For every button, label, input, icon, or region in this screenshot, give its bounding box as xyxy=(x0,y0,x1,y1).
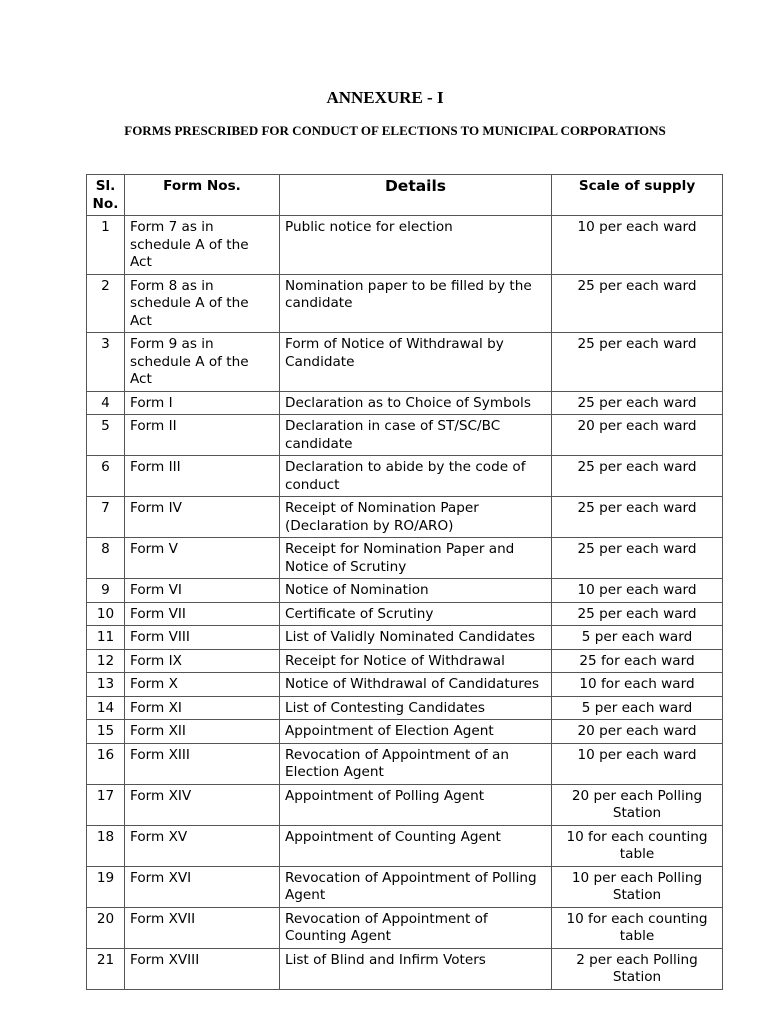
header-details: Details xyxy=(280,175,552,216)
header-scale-of-supply: Scale of supply xyxy=(552,175,723,216)
cell-details: Appointment of Election Agent xyxy=(280,720,552,744)
table-row xyxy=(87,602,723,626)
header-form-nos: Form Nos. xyxy=(125,175,280,216)
cell-scale-of-supply: 10 per each ward xyxy=(552,743,723,784)
cell-sl-no: 4 xyxy=(87,391,125,415)
table-row xyxy=(87,784,723,825)
cell-form-no: Form IV xyxy=(125,497,280,538)
cell-sl-no: 13 xyxy=(87,673,125,697)
cell-details: Public notice for election xyxy=(280,216,552,275)
cell-scale-of-supply: 20 per each Polling Station xyxy=(552,784,723,825)
cell-scale-of-supply: 10 per each ward xyxy=(552,216,723,275)
table-row xyxy=(87,274,723,333)
table-row xyxy=(87,415,723,456)
table-row xyxy=(87,866,723,907)
cell-scale-of-supply: 5 per each ward xyxy=(552,696,723,720)
cell-details: Declaration in case of ST/SC/BC candidate xyxy=(280,415,552,456)
cell-form-no: Form IX xyxy=(125,649,280,673)
cell-details: Declaration to abide by the code of conduct xyxy=(280,456,552,497)
cell-scale-of-supply: 25 for each ward xyxy=(552,649,723,673)
cell-form-no: Form VI xyxy=(125,579,280,603)
cell-form-no: Form 8 as in schedule A of the Act xyxy=(125,274,280,333)
cell-details: List of Validly Nominated Candidates xyxy=(280,626,552,650)
cell-scale-of-supply: 25 per each ward xyxy=(552,456,723,497)
table-row xyxy=(87,391,723,415)
cell-details: List of Contesting Candidates xyxy=(280,696,552,720)
table-row xyxy=(87,216,723,275)
cell-scale-of-supply: 10 for each ward xyxy=(552,673,723,697)
cell-scale-of-supply: 20 per each ward xyxy=(552,720,723,744)
cell-sl-no: 1 xyxy=(87,216,125,275)
cell-form-no: Form II xyxy=(125,415,280,456)
table-row xyxy=(87,720,723,744)
cell-scale-of-supply: 10 per each ward xyxy=(552,579,723,603)
cell-scale-of-supply: 10 for each counting table xyxy=(552,825,723,866)
cell-form-no: Form V xyxy=(125,538,280,579)
cell-scale-of-supply: 20 per each ward xyxy=(552,415,723,456)
cell-sl-no: 7 xyxy=(87,497,125,538)
table-row xyxy=(87,696,723,720)
cell-details: List of Blind and Infirm Voters xyxy=(280,948,552,989)
table-row xyxy=(87,673,723,697)
cell-details: Revocation of Appointment of an Election Agent xyxy=(280,743,552,784)
cell-form-no: Form 9 as in schedule A of the Act xyxy=(125,333,280,392)
cell-sl-no: 10 xyxy=(87,602,125,626)
header-sl-no: Sl. No. xyxy=(87,175,125,216)
cell-details: Notice of Withdrawal of Candidatures xyxy=(280,673,552,697)
cell-details: Revocation of Appointment of Polling Agent xyxy=(280,866,552,907)
table-body xyxy=(87,216,723,990)
cell-form-no: Form 7 as in schedule A of the Act xyxy=(125,216,280,275)
table-row xyxy=(87,538,723,579)
cell-form-no: Form XII xyxy=(125,720,280,744)
cell-form-no: Form VII xyxy=(125,602,280,626)
cell-details: Receipt of Nomination Paper (Declaration by RO/ARO) xyxy=(280,497,552,538)
cell-sl-no: 11 xyxy=(87,626,125,650)
cell-scale-of-supply: 10 per each Polling Station xyxy=(552,866,723,907)
cell-scale-of-supply: 25 per each ward xyxy=(552,391,723,415)
page-title: ANNEXURE - I xyxy=(326,88,444,107)
cell-sl-no: 14 xyxy=(87,696,125,720)
table-row xyxy=(87,456,723,497)
page-subtitle: FORMS PRESCRIBED FOR CONDUCT OF ELECTIONS TO MUNICIPAL CORPORATIONS xyxy=(124,123,666,138)
table-row xyxy=(87,333,723,392)
cell-details: Certificate of Scrutiny xyxy=(280,602,552,626)
cell-details: Appointment of Polling Agent xyxy=(280,784,552,825)
table-row xyxy=(87,743,723,784)
table-row xyxy=(87,649,723,673)
cell-scale-of-supply: 25 per each ward xyxy=(552,602,723,626)
cell-sl-no: 15 xyxy=(87,720,125,744)
cell-scale-of-supply: 10 for each counting table xyxy=(552,907,723,948)
cell-form-no: Form XIV xyxy=(125,784,280,825)
cell-scale-of-supply: 25 per each ward xyxy=(552,538,723,579)
forms-table xyxy=(86,174,723,990)
cell-details: Appointment of Counting Agent xyxy=(280,825,552,866)
cell-sl-no: 5 xyxy=(87,415,125,456)
cell-sl-no: 18 xyxy=(87,825,125,866)
table-row xyxy=(87,626,723,650)
cell-form-no: Form XV xyxy=(125,825,280,866)
cell-form-no: Form I xyxy=(125,391,280,415)
table-row xyxy=(87,907,723,948)
cell-details: Revocation of Appointment of Counting Agent xyxy=(280,907,552,948)
cell-scale-of-supply: 5 per each ward xyxy=(552,626,723,650)
cell-scale-of-supply: 2 per each Polling Station xyxy=(552,948,723,989)
cell-form-no: Form X xyxy=(125,673,280,697)
cell-details: Nomination paper to be filled by the candidate xyxy=(280,274,552,333)
cell-sl-no: 8 xyxy=(87,538,125,579)
cell-details: Notice of Nomination xyxy=(280,579,552,603)
cell-form-no: Form XVI xyxy=(125,866,280,907)
cell-details: Form of Notice of Withdrawal by Candidate xyxy=(280,333,552,392)
table-row xyxy=(87,948,723,989)
cell-sl-no: 6 xyxy=(87,456,125,497)
table-row xyxy=(87,497,723,538)
cell-sl-no: 2 xyxy=(87,274,125,333)
cell-sl-no: 21 xyxy=(87,948,125,989)
cell-details: Receipt for Nomination Paper and Notice of Scrutiny xyxy=(280,538,552,579)
cell-sl-no: 19 xyxy=(87,866,125,907)
cell-sl-no: 12 xyxy=(87,649,125,673)
cell-form-no: Form XVII xyxy=(125,907,280,948)
cell-form-no: Form XIII xyxy=(125,743,280,784)
table-row xyxy=(87,579,723,603)
cell-details: Declaration as to Choice of Symbols xyxy=(280,391,552,415)
table-row xyxy=(87,825,723,866)
table-header-row xyxy=(87,175,723,216)
cell-scale-of-supply: 25 per each ward xyxy=(552,274,723,333)
cell-sl-no: 16 xyxy=(87,743,125,784)
cell-sl-no: 9 xyxy=(87,579,125,603)
cell-scale-of-supply: 25 per each ward xyxy=(552,497,723,538)
cell-details: Receipt for Notice of Withdrawal xyxy=(280,649,552,673)
cell-scale-of-supply: 25 per each ward xyxy=(552,333,723,392)
cell-sl-no: 17 xyxy=(87,784,125,825)
cell-form-no: Form III xyxy=(125,456,280,497)
cell-form-no: Form VIII xyxy=(125,626,280,650)
cell-sl-no: 20 xyxy=(87,907,125,948)
cell-form-no: Form XI xyxy=(125,696,280,720)
cell-form-no: Form XVIII xyxy=(125,948,280,989)
cell-sl-no: 3 xyxy=(87,333,125,392)
